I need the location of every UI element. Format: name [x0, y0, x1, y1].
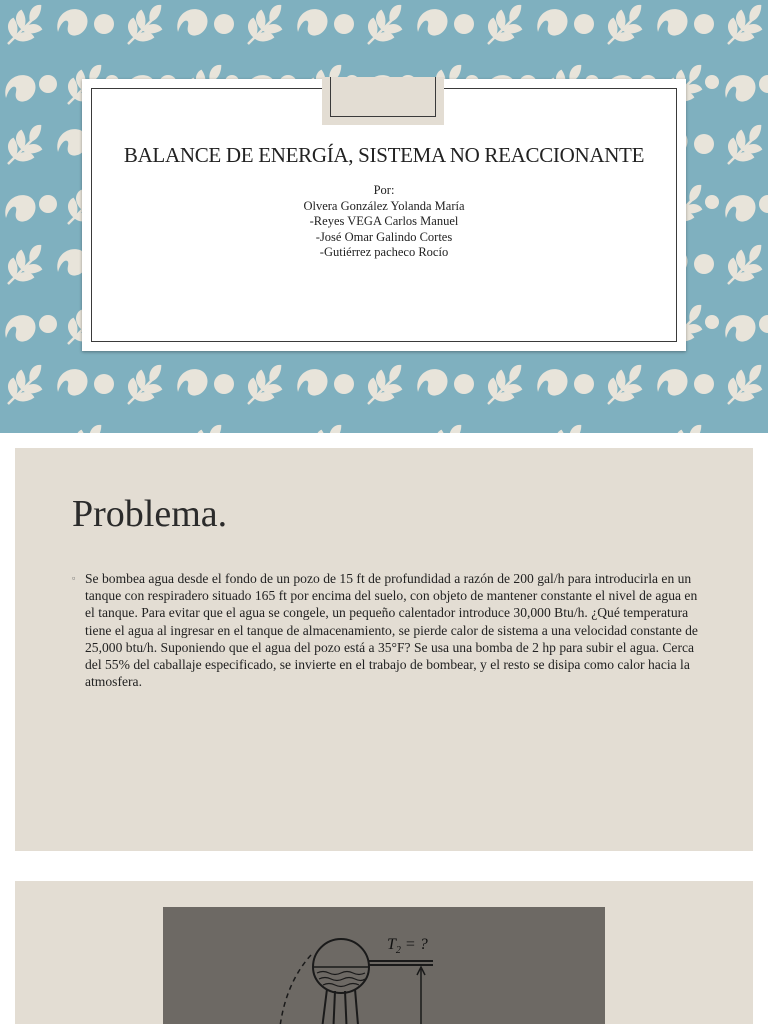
problem-slide	[15, 448, 753, 851]
tank-diagram	[163, 907, 605, 1024]
svg-text:T2 = ?	[387, 936, 428, 956]
problem-statement	[72, 570, 710, 690]
diagram-slide	[15, 881, 753, 1024]
slide-title: BALANCE DE ENERGÍA, SISTEMA NO REACCIONANTE	[123, 143, 645, 167]
slide-heading: Problema.	[72, 493, 228, 535]
diagram-label-sub: 2	[395, 945, 401, 956]
title-card	[82, 79, 686, 351]
tank-diagram-photo	[163, 907, 605, 1024]
card-tab-decoration	[322, 77, 444, 125]
square-bullet-icon: ▫	[72, 573, 76, 583]
authors-line: -Reyes VEGA Carlos Manuel	[309, 214, 459, 228]
title-slide	[0, 0, 768, 433]
problem-text: Se bombea agua desde el fondo de un pozo de 15 ft de profundidad a razón de 200 gal/h para introducirla en un tanque con respiradero situado 165 ft por encima del suelo, con objeto de mantener constante el nivel de agua en el tanque. Para evitar que el agua se congele, un pequeño calentador introduce 30,000 Btu/h. ¿Qué temperatura tiene el agua al ingresar en el tanque de almacenamiento, se pierde calor de sistema a una velocidad constante de 25,000 btu/h. Suponiendo que el agua del pozo está a 35°F? Se usa una bomba de 2 hp para subir el agua. Cerca del 55% del caballaje especificado, se invierte en el trabajo de bombear, y el resto se disipa como calor hacia la atmosfera.	[85, 571, 698, 690]
authors-line: Olvera González Yolanda María	[303, 198, 465, 213]
authors-list	[82, 183, 686, 261]
diagram-label-rest: = ?	[400, 936, 428, 953]
authors-line: -José Omar Galindo Cortes	[315, 229, 453, 244]
diagram-label-var: T	[387, 936, 396, 953]
authors-line: -Gutiérrez pacheco Rocío	[319, 245, 449, 259]
authors-line: Por:	[373, 183, 395, 197]
